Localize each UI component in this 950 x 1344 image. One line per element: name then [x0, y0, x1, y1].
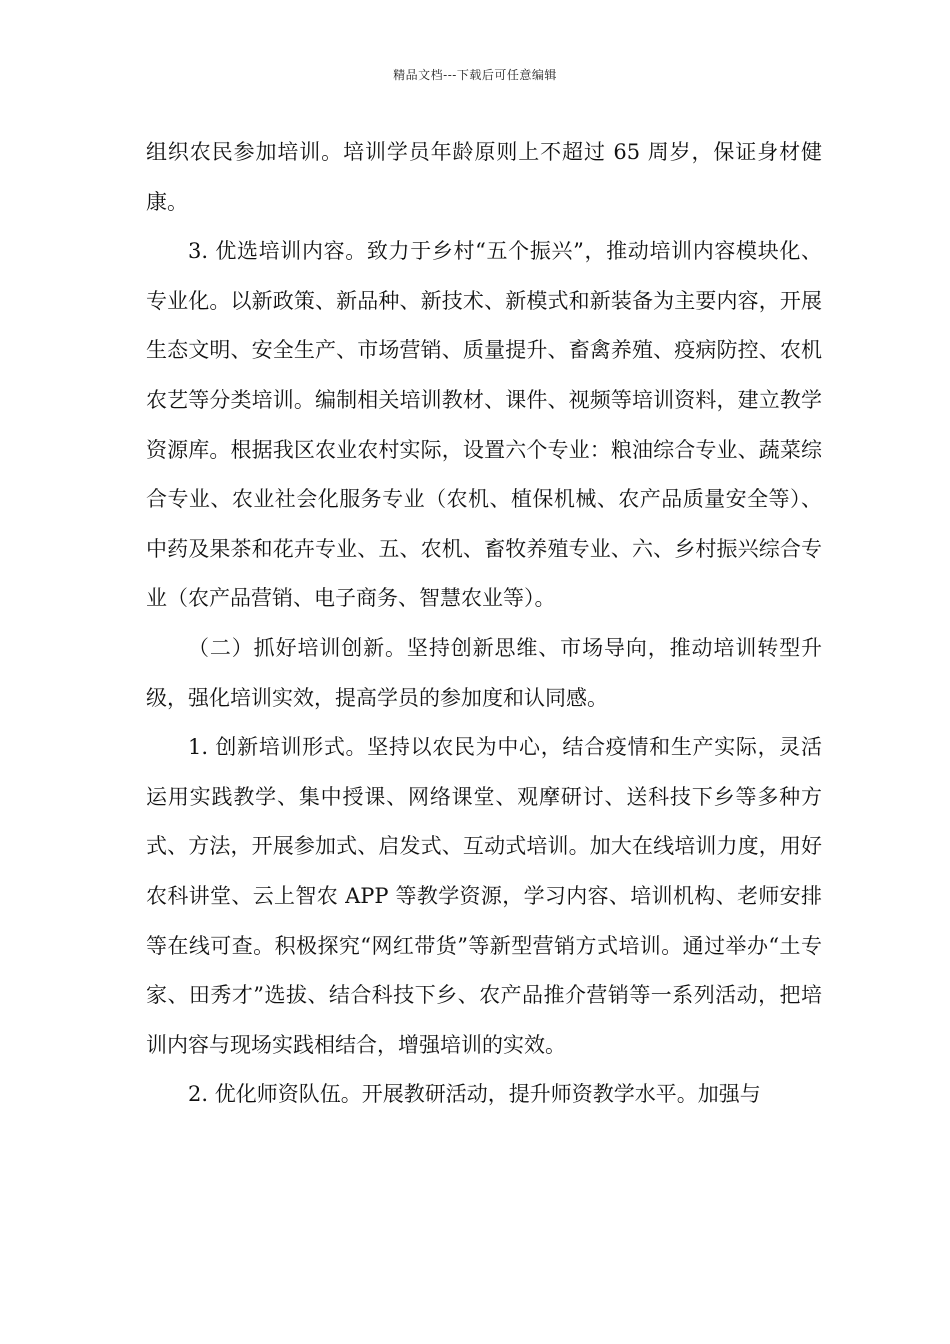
page-header: 精品文档---下载后可任意编辑	[393, 68, 557, 82]
paragraph-4: 1. 创新培训形式。坚持以农民为中心，结合疫情和生产实际，灵活运用实践教学、集中授课、网络课堂、观摩研讨、送科技下乡等多种方式、方法，开展参加式、启发式、互动式培训。加大在线培训力度，用好农科讲堂、云上智农 APP 等教学资源，学习内容、培训机构、老师安排等在线可查。积极探究“网红带货”等新型营销方式培训。通过举办“土专家、田秀才”选拔、结合科技下乡、农产品推介营销等一系列活动，把培训内容与现场实践相结合，增强培训的实效。	[146, 735, 822, 1057]
paragraph-5: 2. 优化师资队伍。开展教研活动，提升师资教学水平。加强与	[188, 1082, 761, 1107]
paragraph-1: 组织农民参加培训。培训学员年龄原则上不超过 65 周岁，保证身材健康。	[146, 140, 822, 214]
paragraph-2: 3. 优选培训内容。致力于乡村“五个振兴”，推动培训内容模块化、专业化。以新政策、新品种、新技术、新模式和新装备为主要内容，开展生态文明、安全生产、市场营销、质量提升、畜禽养殖、疫病防控、农机农艺等分类培训。编制相关培训教材、课件、视频等培训资料，建立教学资源库。根据我区农业农村实际，设置六个专业：粮油综合专业、蔬菜综合专业、农业社会化服务专业（农机、植保机械、农产品质量安全等）、中药及果茶和花卉专业、五、农机、畜牧养殖专业、六、乡村振兴综合专业（农产品营销、电子商务、智慧农业等）。	[146, 239, 822, 611]
document-body	[146, 128, 822, 1120]
paragraph-3: （二）抓好培训创新。坚持创新思维、市场导向，推动培训转型升级，强化培训实效，提高学员的参加度和认同感。	[146, 635, 822, 710]
